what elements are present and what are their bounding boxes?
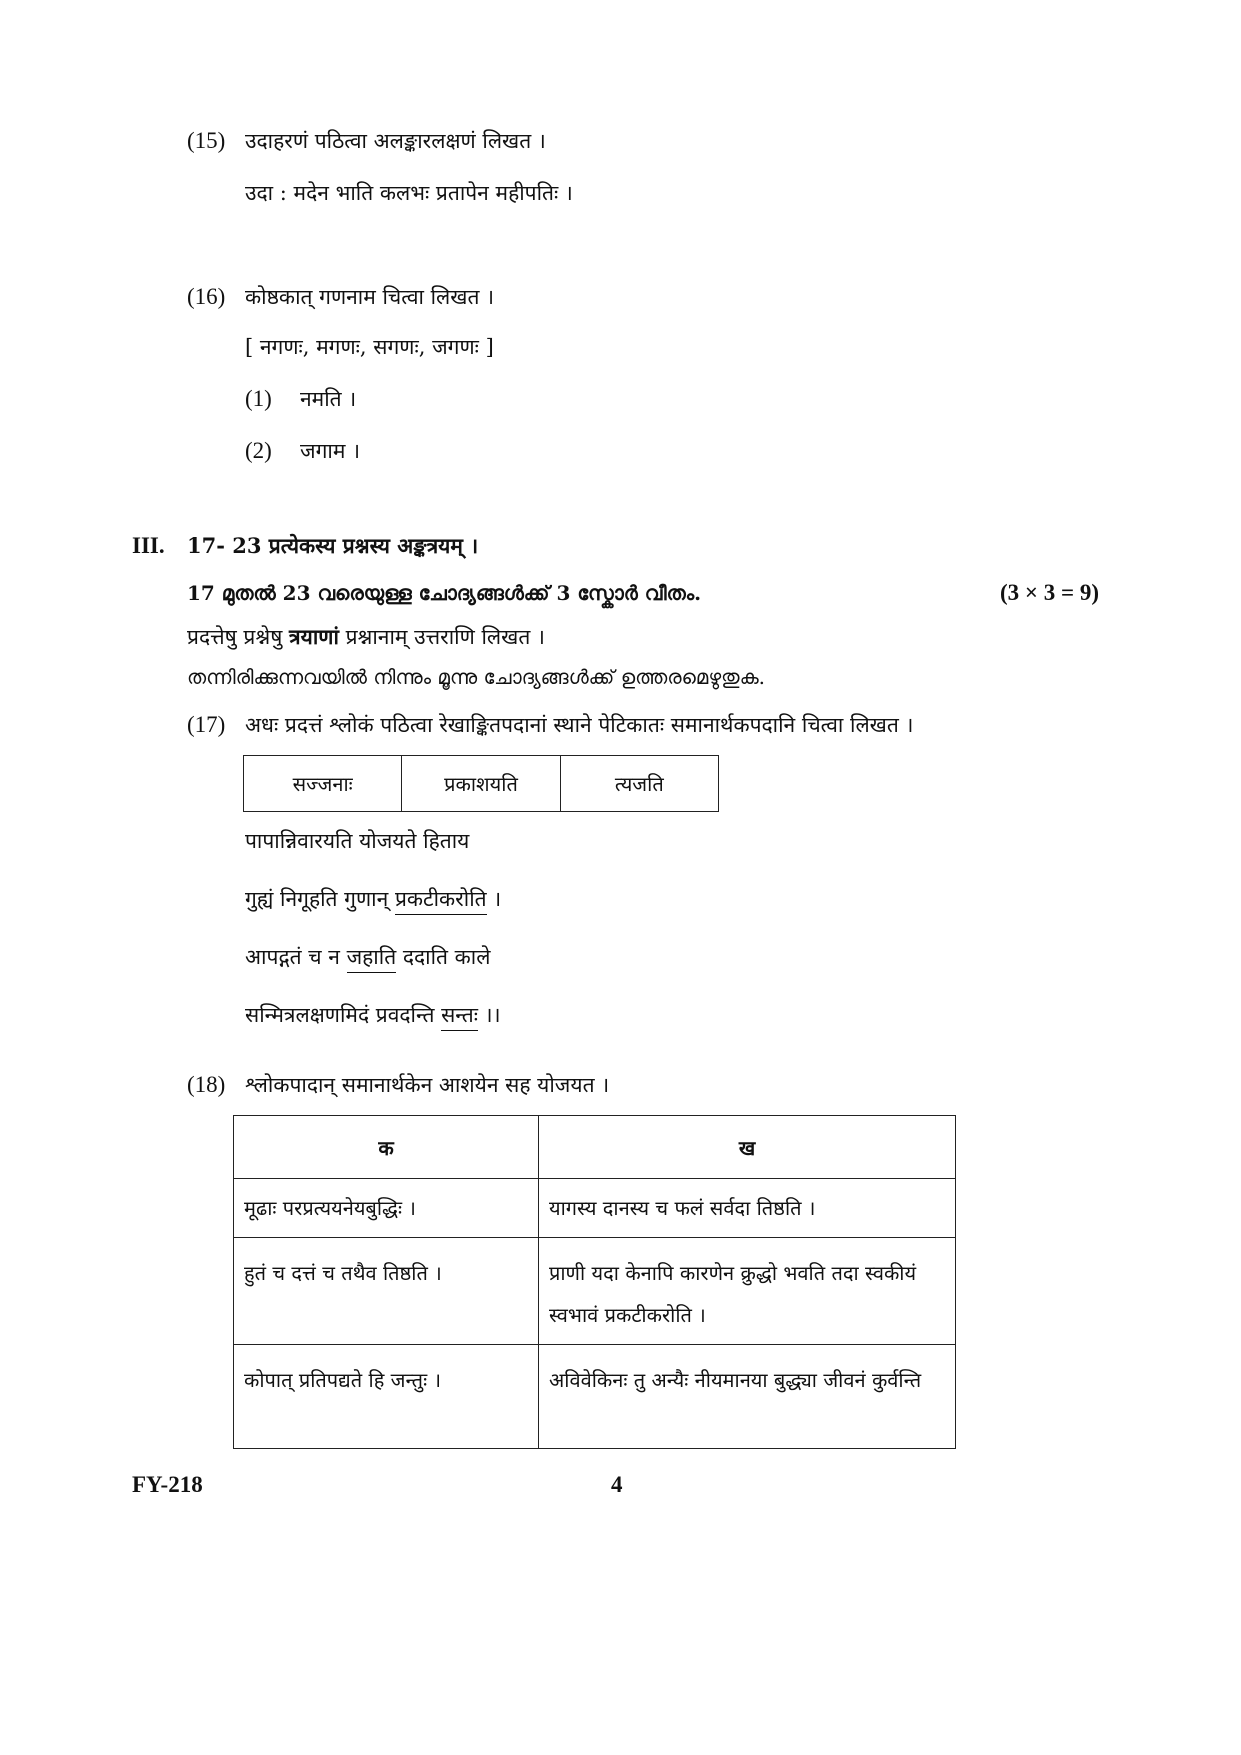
q16-text: कोष्ठकात् गणनाम चित्वा लिखत । — [245, 285, 495, 309]
q16-number: (16) — [187, 284, 226, 309]
q18-text: श्लोकपादान् समानार्थकेन आशयेन सह योजयत । — [245, 1073, 610, 1097]
underlined-word: सन्तः — [441, 1003, 478, 1031]
verse-line-1: पापान्निवारयति योजयते हिताय — [245, 829, 470, 853]
match-cell-ka: मूढाः परप्रत्ययनेयबुद्धिः । — [234, 1179, 539, 1238]
verse-text: ।। — [477, 1003, 501, 1027]
underlined-word: जहाति — [347, 945, 397, 973]
q17-number: (17) — [187, 712, 226, 737]
q15-example: उदा : मदेन भाति कलभः प्रतापेन महीपतिः । — [245, 181, 573, 205]
column-header-ka: क — [234, 1116, 539, 1179]
verse-line-4 — [245, 1002, 501, 1028]
q16-item-number: (1) — [245, 386, 272, 411]
verse-text: गुह्यं निगूहति गुणान् — [245, 887, 395, 911]
instruction-bold: त्रयाणां — [289, 624, 339, 649]
column-header-kha: ख — [539, 1116, 956, 1179]
verse-line-2 — [245, 886, 501, 912]
section-instruction-sanskrit — [187, 624, 545, 650]
q15-number: (15) — [187, 128, 226, 153]
match-cell-kha: अविवेकिनः तु अन्यैः नीयमानया बुद्ध्या जीवनं कुर्वन्ति — [539, 1345, 956, 1449]
q16-item-number: (2) — [245, 438, 272, 463]
section-marks: (3 × 3 = 9) — [1000, 580, 1100, 605]
q17-text: अधः प्रदत्तं श्लोकं पठित्वा रेखाङ्कितपदानां स्थाने पेटिकातः समानार्थकपदानि चित्वा लिखत । — [245, 713, 914, 737]
q15-text: उदाहरणं पठित्वा अलङ्कारलक्षणं लिखत । — [245, 129, 546, 153]
match-cell-kha: यागस्य दानस्य च फलं सर्वदा तिष्ठति । — [539, 1179, 956, 1238]
match-cell-ka: कोपात् प्रतिपद्यते हि जन्तुः । — [234, 1345, 539, 1449]
section-malayalam-heading: 17 മുതൽ 23 വരെയുള്ള ചോദ്യങ്ങൾക്ക് 3 സ്കോർ വീതം. — [187, 581, 702, 605]
match-cell-ka: हुतं च दत्तं च तथैव तिष्ठति । — [234, 1238, 539, 1345]
verse-line-3 — [245, 944, 490, 970]
verse-text: ददाति काले — [396, 945, 491, 969]
match-cell-kha: प्राणी यदा केनापि कारणेन क्रुद्धो भवति तदा स्वकीयं स्वभावं प्रकटीकरोति । — [539, 1238, 956, 1345]
word-option: प्रकाशयति — [402, 756, 560, 812]
instruction-part: प्रश्नानाम् उत्तराणि लिखत । — [338, 625, 545, 649]
section-instruction-malayalam: തന്നിരിക്കുന്നവയിൽ നിന്നും മൂന്നു ചോദ്യങ്ങൾക്ക് ഉത്തരമെഴുതുക. — [187, 665, 766, 689]
q18-number: (18) — [187, 1072, 226, 1097]
q16-item-text: जगाम । — [300, 439, 361, 463]
word-option: त्यजति — [560, 756, 718, 812]
underlined-word: प्रकटीकरोति — [395, 887, 487, 915]
instruction-part: प्रदत्तेषु प्रश्नेषु — [187, 625, 290, 649]
verse-text: आपद्गतं च न — [245, 945, 347, 969]
verse-text: । — [486, 887, 502, 911]
match-table — [233, 1115, 956, 1449]
verse-text: सन्मित्रलक्षणमिदं प्रवदन्ति — [245, 1003, 442, 1027]
q16-item-text: नमति । — [300, 387, 357, 411]
page-number: 4 — [611, 1472, 623, 1497]
word-options-table — [243, 755, 719, 812]
section-heading: 17- 23 प्रत्येकस्य प्रश्नस्य अङ्कत्रयम् । — [187, 533, 479, 558]
q16-options: [ नगणः, मगणः, सगणः, जगणः ] — [245, 335, 494, 359]
footer-code: FY-218 — [132, 1472, 203, 1497]
section-roman: III. — [132, 533, 165, 558]
word-option: सज्जनाः — [244, 756, 402, 812]
